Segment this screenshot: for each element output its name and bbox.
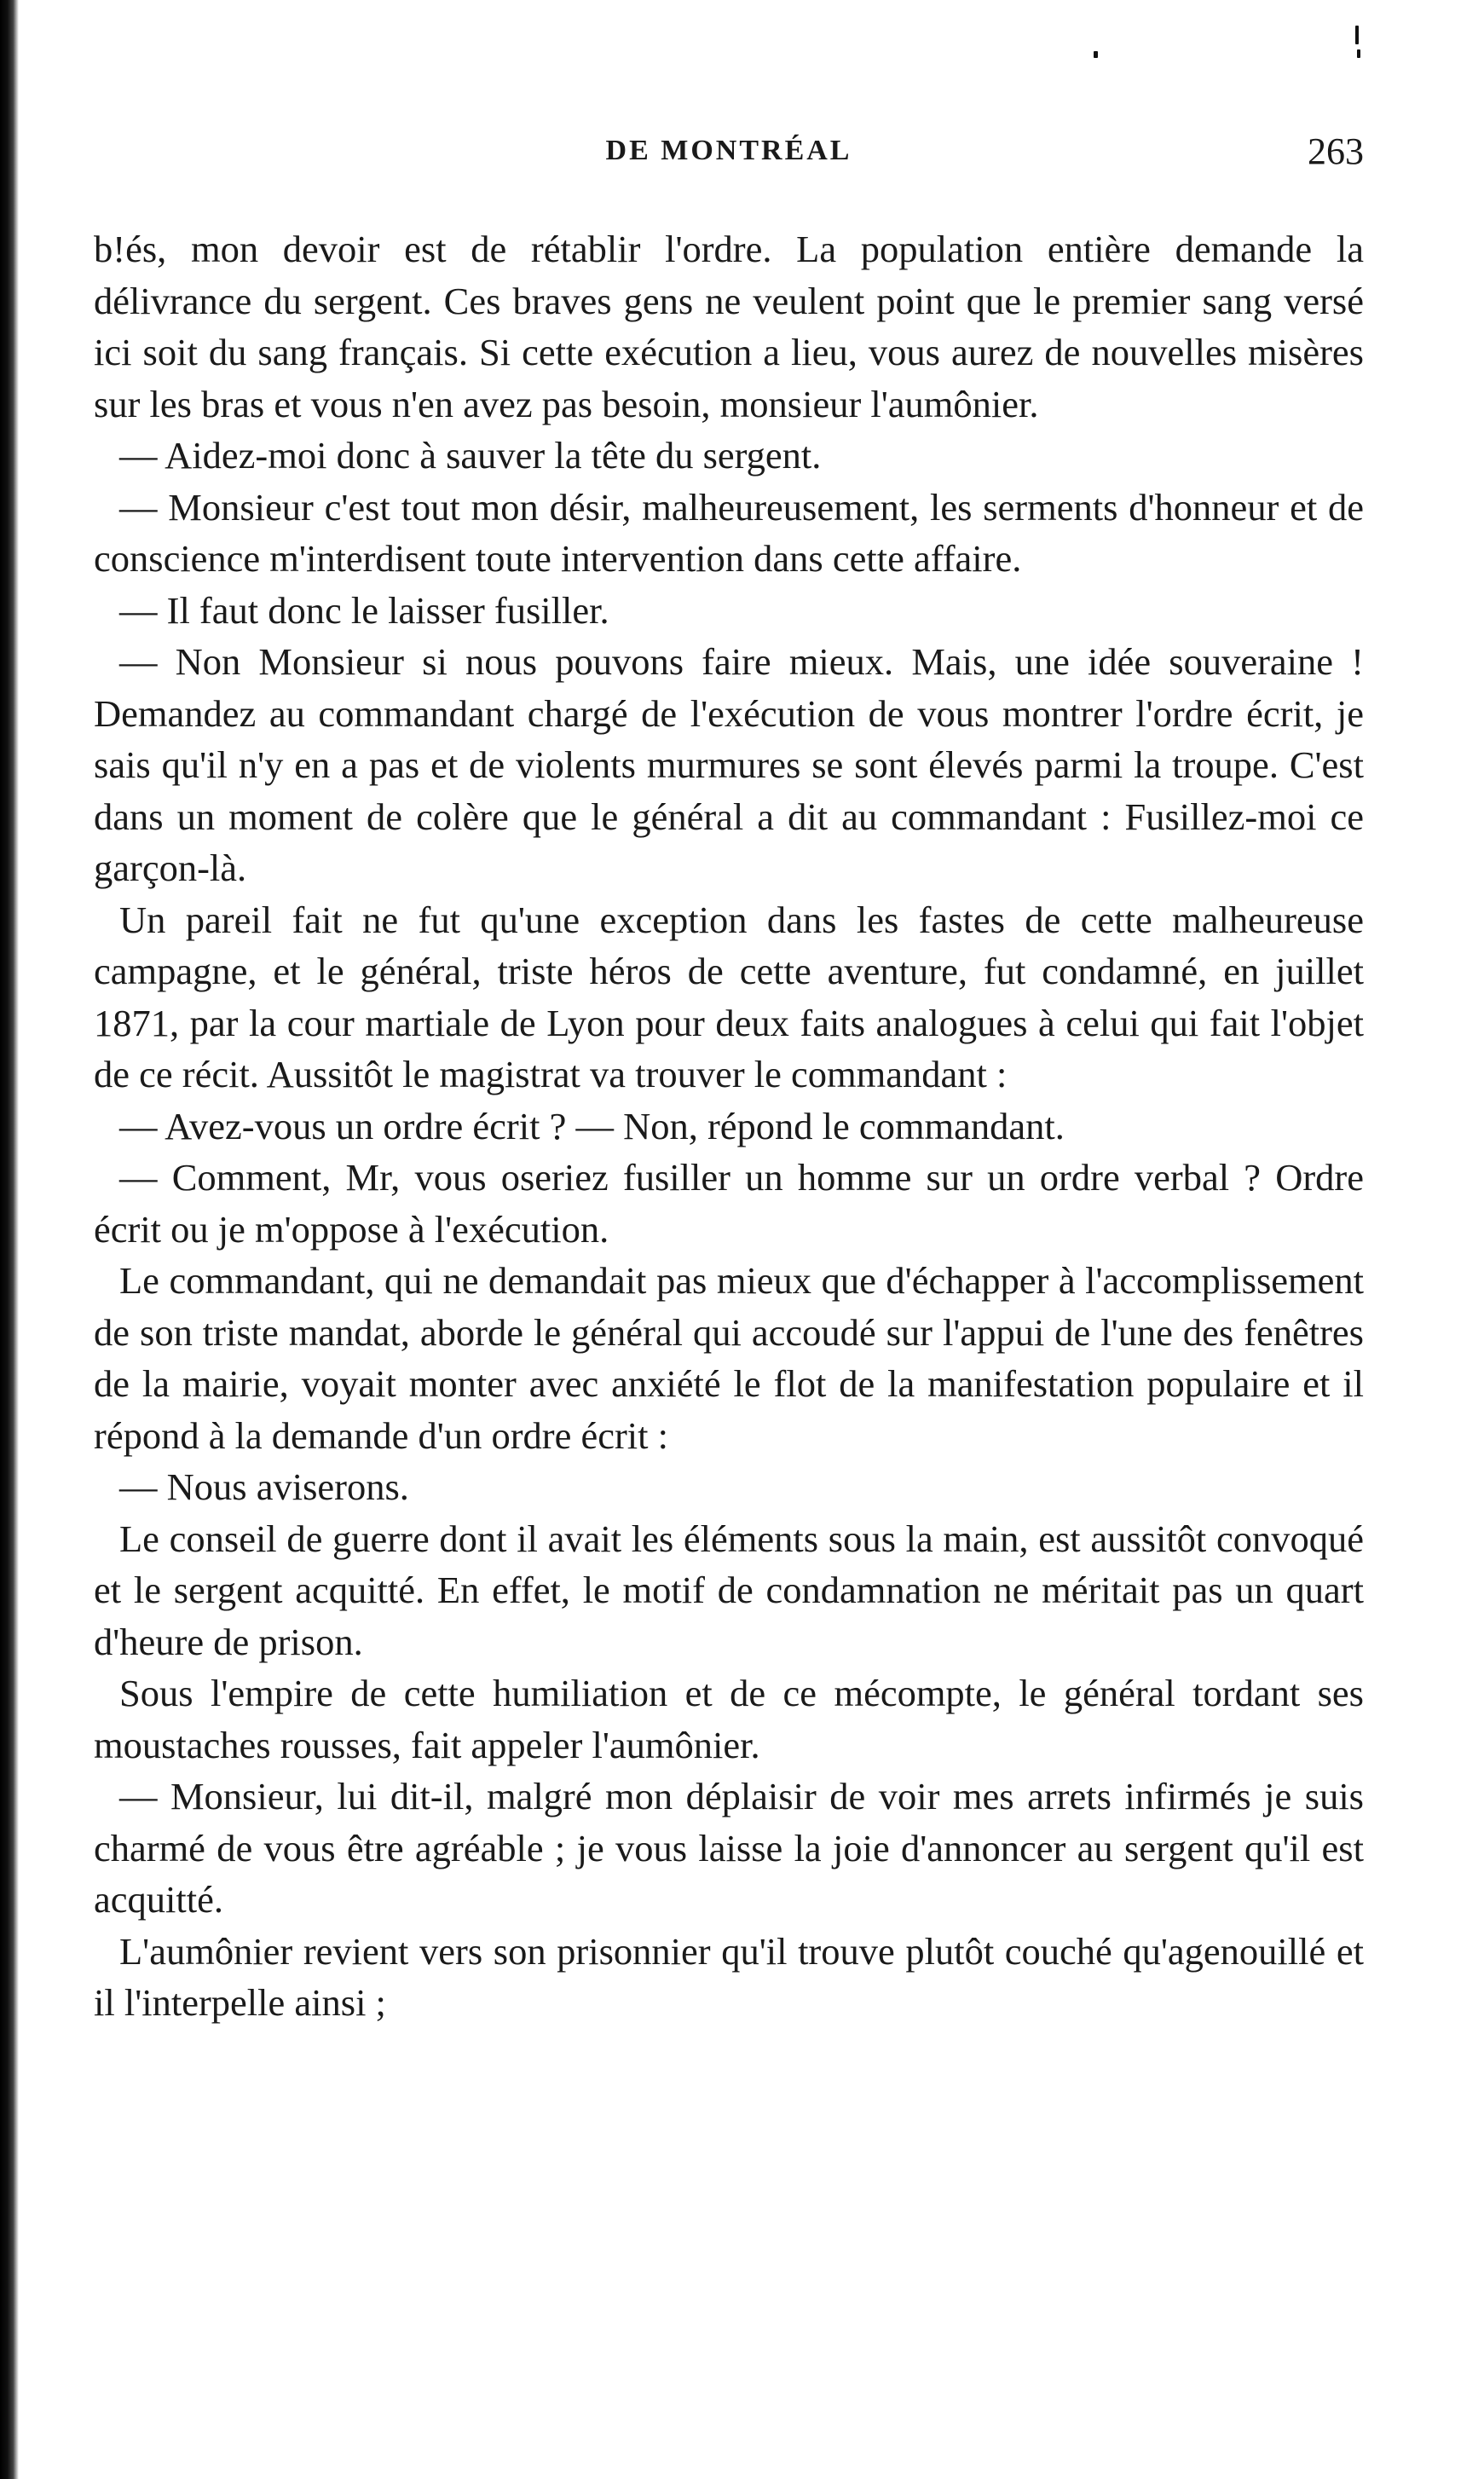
paragraph: — Non Monsieur si nous pouvons faire mieux. Mais, une idée souveraine ! Demandez au commandant chargé de l'exécution de vous montrer l'ordre écrit, je sais qu'il n'y en a pas et de violents murmures se sont élevés parmi la troupe. C'est dans un moment de colère que le général a dit au commandant : Fusillez-moi ce garçon-là.: [94, 640, 1364, 889]
paragraph: L'aumônier revient vers son prisonnier qu'il trouve plutôt couché qu'agenouillé et il l'interpelle ainsi ;: [94, 1929, 1364, 2024]
paragraph: — Monsieur, lui dit-il, malgré mon déplaisir de voir mes arrets infirmés je suis charmé de vous être agréable ; je vous laisse la joie d'annoncer au sergent qu'il est acquitté.: [94, 1775, 1364, 1921]
page-body: [94, 223, 1364, 2029]
paragraph: Un pareil fait ne fut qu'une exception dans les fastes de cette malheureuse campagne, et le général, triste héros de cette aventure, fut condamné, en juillet 1871, par la cour martiale de Lyon pour deux faits analogues à celui qui fait l'objet de ce récit. Aussitôt le magistrat va trouver le commandant :: [94, 898, 1364, 1095]
ink-speck: [1355, 26, 1359, 44]
paragraph: — Comment, Mr, vous oseriez fusiller un homme sur un ordre verbal ? Ordre écrit ou je m'oppose à l'exécution.: [94, 1156, 1364, 1251]
paragraph: Le commandant, qui ne demandait pas mieux que d'échapper à l'accomplissement de son triste mandat, aborde le général qui accoudé sur l'appui de l'une des fenêtres de la mairie, voyait monter avec anxiété le flot de la manifestation populaire et il répond à la demande d'un ordre écrit :: [94, 1259, 1364, 1457]
page-number: 263: [1308, 130, 1364, 172]
paragraph: b!és, mon devoir est de rétablir l'ordre. La population entière demande la délivrance du sergent. Ces braves gens ne veulent point que le premier sang versé ici soit du sang français. Si cette exécution a lieu, vous aurez de nouvelles misères sur les bras et vous n'en avez pas besoin, monsieur l'aumônier.: [94, 228, 1364, 425]
page-header: [94, 130, 1364, 186]
paragraph: Le conseil de guerre dont il avait les éléments sous la main, est aussitôt convoqué et le sergent acquitté. En effet, le motif de condamnation ne méritait pas un quart d'heure de prison.: [94, 1517, 1364, 1663]
paragraph: Sous l'empire de cette humiliation et de ce mécompte, le général tordant ses moustaches rousses, fait appeler l'aumônier.: [94, 1672, 1364, 1766]
ink-speck: [1094, 51, 1098, 58]
ink-speck: [1357, 49, 1360, 58]
paragraph: — Nous aviserons.: [119, 1465, 409, 1508]
paragraph: — Aidez-moi donc à sauver la tête du sergent.: [119, 434, 822, 477]
paragraph: — Il faut donc le laisser fusiller.: [119, 588, 609, 632]
paragraph: — Monsieur c'est tout mon désir, malheureusement, les serments d'honneur et de conscience m'interdisent toute intervention dans cette affaire.: [94, 485, 1364, 580]
page-binding-shadow: [0, 0, 19, 2479]
running-head: DE MONTRÉAL: [605, 135, 852, 166]
paragraph: — Avez-vous un ordre écrit ? — Non, répond le commandant.: [119, 1104, 1065, 1147]
